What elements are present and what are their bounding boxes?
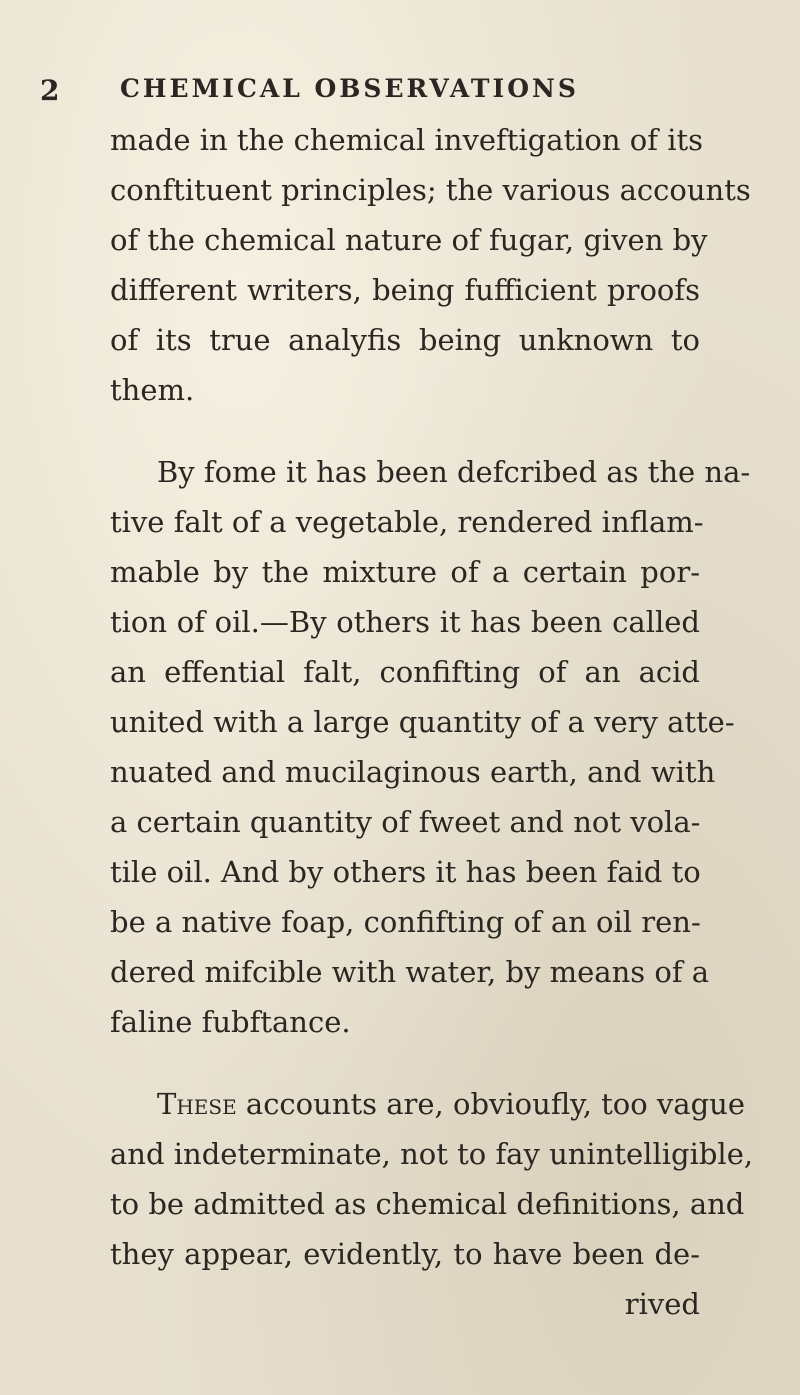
text-line: them. [110, 373, 195, 407]
text-line: mable by the mixture of a certain por- [110, 555, 700, 589]
text-line: of its true analyfis being unknown to [110, 323, 700, 357]
text-line: nuated and mucilaginous earth, and with [110, 755, 716, 789]
text-line: rived [624, 1287, 700, 1321]
text-line: they appear, evidently, to have been de- [110, 1237, 700, 1271]
small-caps-word: These [157, 1087, 237, 1121]
text-line: be a native foap, confifting of an oil ren- [110, 905, 701, 939]
text-line: and indeterminate, not to fay unintelligible, [110, 1137, 754, 1171]
running-head: CHEMICAL OBSERVATIONS [120, 74, 579, 103]
text-line: a certain quantity of fweet and not vola- [110, 805, 701, 839]
text-line: united with a large quantity of a very atte- [110, 705, 735, 739]
text-line: of the chemical nature of fugar, given by [110, 223, 708, 257]
text-line: dered mifcible with water, by means of a [110, 955, 710, 989]
paragraph-first-line: By fome it has been defcribed as the na- [157, 455, 751, 489]
paragraph-first-line: These accounts are, obvioufly, too vague [157, 1087, 745, 1121]
text-line: tile oil. And by others it has been faid to [110, 855, 701, 889]
text-line: an effential falt, confifting of an acid [110, 655, 700, 689]
text-line: to be admitted as chemical definitions, and [110, 1187, 745, 1221]
page-number: 2 [40, 74, 60, 107]
text-line: different writers, being fufficient proofs [110, 273, 700, 307]
text-line: tion of oil.—By others it has been called [110, 605, 700, 639]
text-line: conftituent principles; the various accounts [110, 173, 751, 207]
text-line: faline fubftance. [110, 1005, 351, 1039]
text-line: made in the chemical inveftigation of its [110, 123, 704, 157]
text-line: tive falt of a vegetable, rendered inflam- [110, 505, 704, 539]
